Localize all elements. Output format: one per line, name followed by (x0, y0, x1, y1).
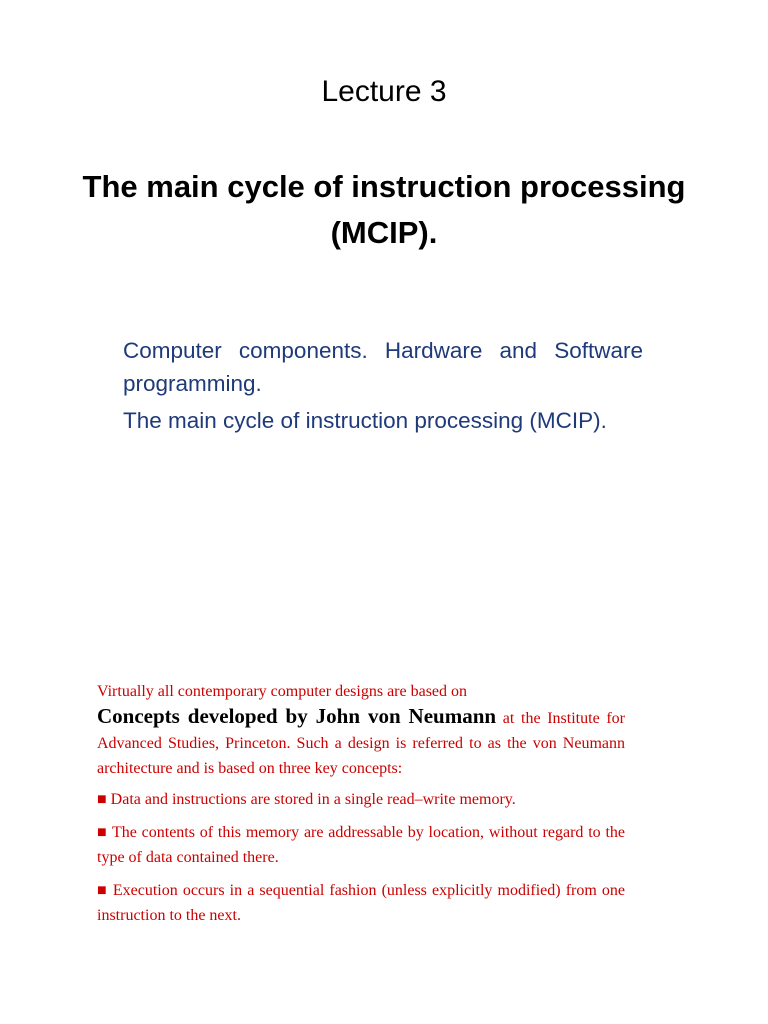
concepts-intro-paragraph (97, 679, 625, 781)
concept-bullet (97, 787, 625, 812)
square-bullet-icon: ■ (97, 882, 108, 899)
concept-bullet-text: Execution occurs in a sequential fashion (unless explicitly modified) from one instruction to the next. (97, 882, 625, 924)
topic-item: Computer components. Hardware and Software programming. (123, 338, 643, 396)
page-title (40, 164, 728, 256)
highlight-text: Concepts developed by John von Neumann (97, 704, 497, 728)
topics-list (123, 334, 643, 441)
title-line-2: (MCIP). (330, 215, 438, 250)
topic-item: The main cycle of instruction processing (MCIP). (123, 408, 607, 433)
concept-bullet (97, 878, 625, 928)
concept-bullet-text: Data and instructions are stored in a single read–write memory. (110, 791, 516, 808)
square-bullet-icon: ■ (97, 824, 108, 841)
square-bullet-icon: ■ (97, 791, 107, 808)
concept-bullet-text: The contents of this memory are addressable by location, without regard to the type of data contained there. (97, 824, 625, 866)
intro-text-after: at the Institute for Advanced Studies, Princeton. Such a design is referred to as the von Neumann architecture and is based on three key concepts: (97, 710, 626, 777)
title-line-1: The main cycle of instruction processing (82, 169, 686, 204)
intro-text-before: Virtually all contemporary computer designs are based on (97, 683, 468, 700)
lecture-number-heading: Lecture 3 (321, 75, 447, 108)
concept-bullet (97, 820, 625, 870)
von-neumann-concepts-block (97, 679, 625, 936)
